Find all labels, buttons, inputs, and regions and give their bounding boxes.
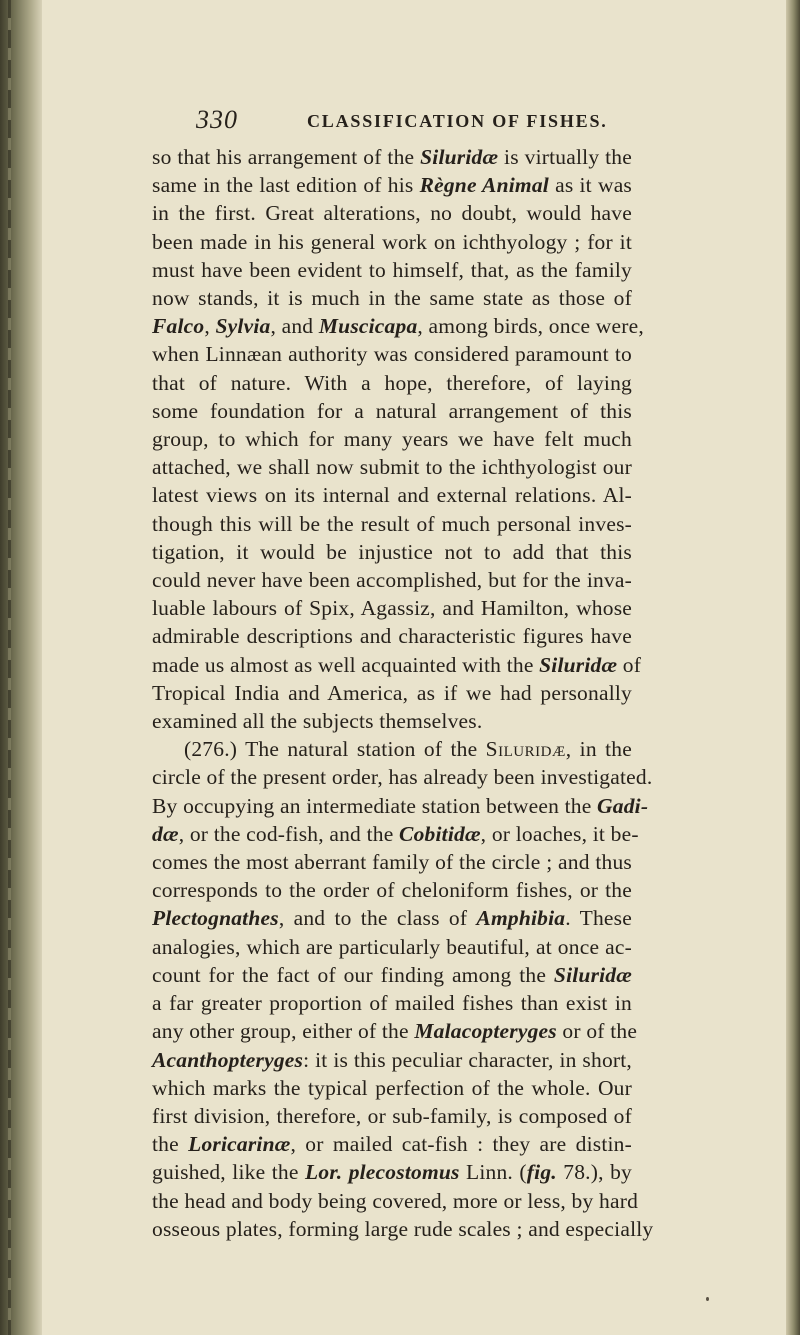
text-line — [152, 1130, 632, 1158]
text-run: now stands, it is much in the same state as those of — [152, 286, 632, 311]
text-run: as it was — [548, 173, 633, 198]
text-line — [152, 1102, 632, 1130]
text-line — [152, 961, 632, 989]
text-line — [152, 256, 632, 284]
text-run: which marks the typical perfection of the whole. Our — [152, 1075, 632, 1100]
text-line — [152, 763, 653, 791]
text-run: admirable descriptions and characteristic figures have — [152, 624, 632, 649]
italic-term: Plectognathes — [152, 906, 279, 931]
text-run: , among birds, once were, — [417, 314, 644, 339]
text-run: in the first. Great alterations, no doubt, would have — [152, 201, 632, 226]
italic-term: Acanthopteryges — [152, 1047, 304, 1072]
page-binding-edge — [0, 0, 42, 1335]
text-line — [152, 340, 632, 368]
text-run: group, to which for many years we have felt much — [152, 427, 632, 452]
text-run: osseous plates, forming large rude scales ; and especially — [152, 1216, 654, 1241]
italic-term: Amphibia — [476, 906, 566, 931]
ink-speck — [706, 1297, 709, 1301]
text-line — [152, 1215, 654, 1243]
text-run: Tropical India and America, as if we had personally — [152, 680, 632, 705]
italic-term: Loricarinæ — [188, 1132, 291, 1157]
text-run: same in the last edition of his — [152, 173, 420, 198]
italic-term: dæ — [152, 821, 179, 846]
text-line — [152, 904, 632, 932]
text-run: , or mailed cat-fish : they are distin- — [290, 1132, 632, 1157]
text-line — [152, 538, 632, 566]
text-run: could never have been accomplished, but for the inva- — [152, 568, 632, 593]
running-title: CLASSIFICATION OF FISHES. — [307, 111, 608, 131]
text-line — [152, 594, 632, 622]
text-run: analogies, which are particularly beautiful, at once ac- — [152, 934, 632, 959]
body-text — [152, 143, 654, 1243]
text-run: circle of the present order, has already been investigated. — [152, 765, 653, 790]
italic-term: Siluridæ — [420, 145, 499, 169]
text-line — [152, 1046, 632, 1074]
text-run: been made in his general work on ichthyology ; for it — [152, 229, 632, 254]
text-line — [152, 989, 632, 1017]
italic-term: Siluridæ — [553, 962, 632, 987]
text-line — [152, 143, 632, 171]
text-run: guished, like the — [152, 1160, 306, 1185]
text-run: so that his arrangement of the — [152, 145, 421, 169]
text-line — [152, 651, 642, 679]
text-line — [152, 566, 632, 594]
text-line — [152, 369, 632, 397]
text-line — [152, 735, 632, 763]
page-edge-shadow — [786, 0, 800, 1335]
italic-term: Sylvia — [215, 314, 271, 339]
text-line — [152, 848, 632, 876]
text-line — [152, 284, 632, 312]
text-run: comes the most aberrant family of the circle ; and thus — [152, 850, 632, 875]
text-run: (276.) The natural station of the — [184, 737, 486, 762]
text-run: , in the — [565, 737, 632, 762]
text-run: , and — [270, 314, 319, 339]
text-line — [152, 622, 632, 650]
text-run: must have been evident to himself, that, as the family — [152, 257, 632, 282]
text-run: Linn. ( — [459, 1160, 527, 1185]
italic-term: Siluridæ — [539, 652, 618, 677]
text-run: 78.), by — [556, 1160, 632, 1185]
italic-term: Règne Animal — [419, 173, 549, 198]
italic-term: fig. — [526, 1160, 557, 1185]
page-header — [196, 105, 616, 145]
page-number: 330 — [196, 105, 238, 134]
text-run: made us almost as well acquainted with the — [152, 652, 540, 677]
text-run: some foundation for a natural arrangement of this — [152, 398, 632, 423]
text-run: corresponds to the order of cheloniform fishes, or the — [152, 878, 632, 903]
text-line — [152, 1017, 638, 1045]
text-run: , — [204, 314, 216, 339]
italic-term: Lor. plecostomus — [305, 1160, 460, 1185]
text-run: luable labours of Spix, Agassiz, and Hamilton, whose — [152, 596, 632, 621]
text-line — [152, 707, 632, 735]
text-line — [152, 679, 632, 707]
text-line — [152, 171, 632, 199]
text-run: first division, therefore, or sub-family, is composed of — [152, 1103, 632, 1128]
text-run: : it is this peculiar character, in short, — [303, 1047, 632, 1072]
text-line — [152, 1187, 639, 1215]
text-run: any other group, either of the — [152, 1019, 415, 1044]
italic-term: Malacopteryges — [414, 1019, 557, 1044]
text-run: By occupying an intermediate station between the — [152, 793, 598, 818]
small-caps-term: Siluridæ — [485, 737, 566, 762]
text-line — [152, 397, 632, 425]
italic-term: Cobitidæ — [399, 821, 481, 846]
text-line — [152, 1074, 632, 1102]
text-line — [152, 312, 644, 340]
text-run: when Linnæan authority was considered paramount to — [152, 342, 632, 367]
text-run: attached, we shall now submit to the ichthyologist our — [152, 455, 632, 480]
text-line — [152, 481, 632, 509]
text-line — [152, 820, 639, 848]
text-run: the head and body being covered, more or less, by hard — [152, 1188, 639, 1213]
text-line — [152, 876, 632, 904]
text-run: examined all the subjects themselves. — [152, 709, 483, 734]
text-line — [152, 1158, 632, 1186]
text-run: though this will be the result of much personal inves- — [152, 511, 632, 536]
text-line — [152, 228, 632, 256]
text-run: of — [617, 652, 642, 677]
text-line — [152, 199, 632, 227]
italic-term: Muscicapa — [318, 314, 418, 339]
text-run: . These — [565, 906, 632, 931]
text-run: tigation, it would be injustice not to add that this — [152, 539, 632, 564]
text-line — [152, 933, 632, 961]
italic-term: Falco — [152, 314, 205, 339]
text-run: is virtually the — [498, 145, 632, 169]
text-run: , or loaches, it be- — [480, 821, 639, 846]
text-line — [152, 453, 632, 481]
text-run: or of the — [556, 1019, 638, 1044]
text-line — [152, 792, 649, 820]
text-run: the — [152, 1132, 189, 1157]
text-run: that of nature. With a hope, therefore, of laying — [152, 370, 632, 395]
text-run: count for the fact of our finding among the — [152, 962, 554, 987]
text-run: a far greater proportion of mailed fishes than exist in — [152, 991, 632, 1016]
text-run: latest views on its internal and external relations. Al- — [152, 483, 632, 508]
text-run: , or the cod-fish, and the — [178, 821, 400, 846]
text-run: , and to the class of — [278, 906, 477, 931]
text-line — [152, 510, 632, 538]
italic-term: Gadi- — [597, 793, 649, 818]
text-line — [152, 425, 632, 453]
